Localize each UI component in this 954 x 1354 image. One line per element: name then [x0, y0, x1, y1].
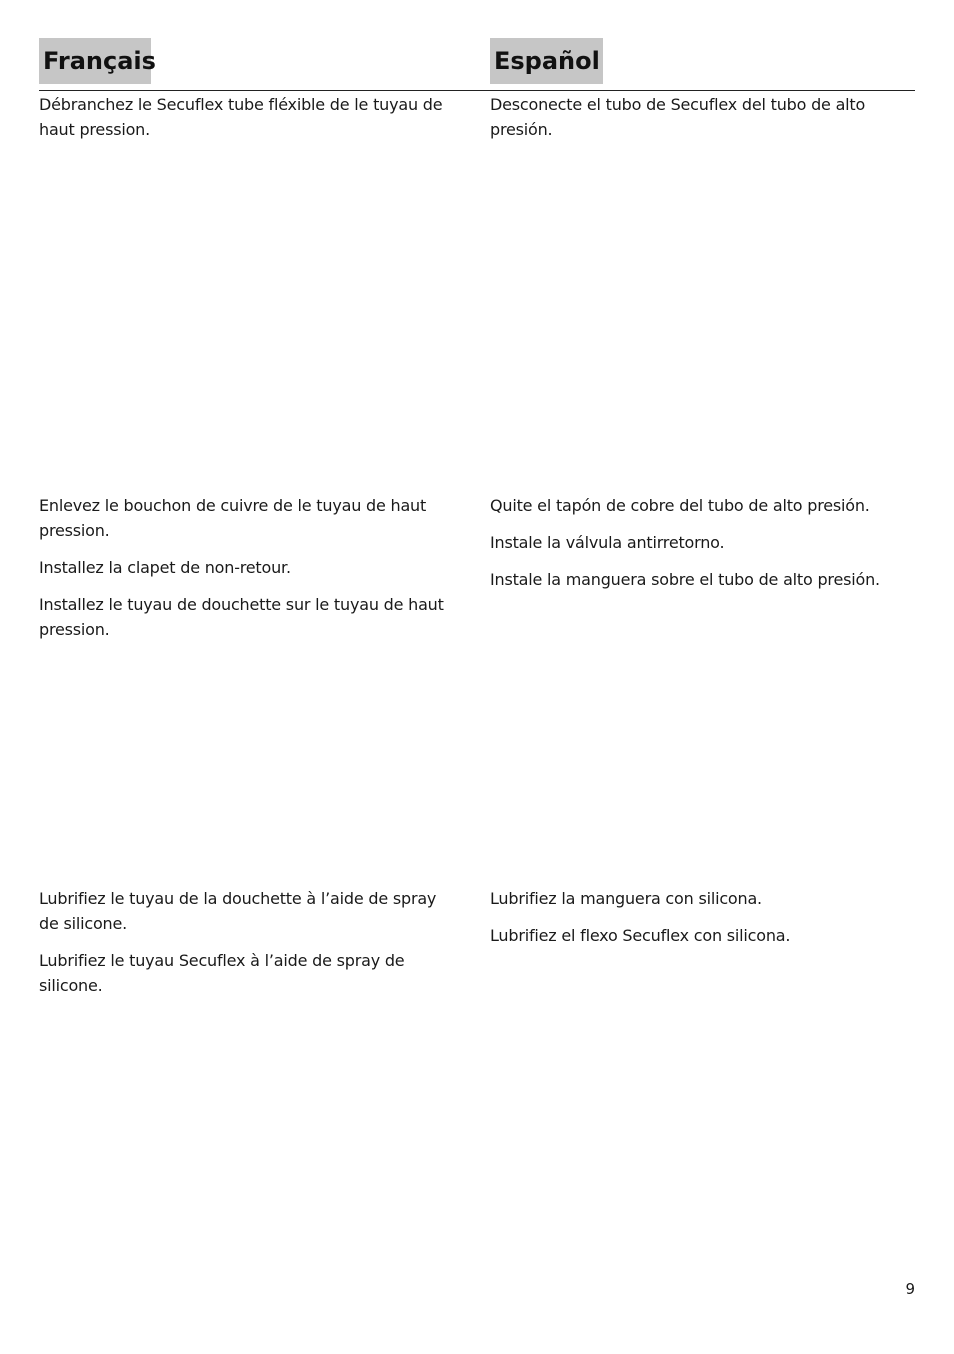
spanish-section-3 [490, 886, 910, 960]
spanish-instruction: Quite el tapón de cobre del tubo de alto presión. [490, 496, 870, 515]
french-instruction: Installez le tuyau de douchette sur le tuyau de haut pression. [39, 595, 444, 639]
spanish-heading: Español [490, 38, 603, 84]
french-instruction: Enlevez le bouchon de cuivre de le tuyau de haut pression. [39, 496, 427, 540]
french-heading: Français [39, 38, 151, 84]
french-section-1 [39, 92, 459, 154]
french-instruction: Débranchez le Secuflex tube fléxible de le tuyau de haut pression. [39, 95, 443, 139]
spanish-instruction: Instale la manguera sobre el tubo de alto presión. [490, 570, 880, 589]
spanish-section-1 [490, 92, 910, 154]
spanish-instruction: Lubrifiez la manguera con silicona. [490, 889, 762, 908]
french-section-2 [39, 493, 459, 654]
spanish-instruction: Desconecte el tubo de Secuflex del tubo de alto presión. [490, 95, 866, 139]
spanish-instruction: Lubrifiez el flexo Secuflex con silicona. [490, 926, 791, 945]
spanish-section-2 [490, 493, 910, 604]
header-divider [39, 90, 915, 91]
spanish-instruction: Instale la válvula antirretorno. [490, 533, 725, 552]
french-section-3 [39, 886, 459, 1010]
french-instruction: Lubrifiez le tuyau de la douchette à l’aide de spray de silicone. [39, 889, 437, 933]
french-instruction: Lubrifiez le tuyau Secuflex à l’aide de spray de silicone. [39, 951, 405, 995]
french-instruction: Installez la clapet de non-retour. [39, 558, 291, 577]
page-number: 9 [905, 1280, 915, 1298]
